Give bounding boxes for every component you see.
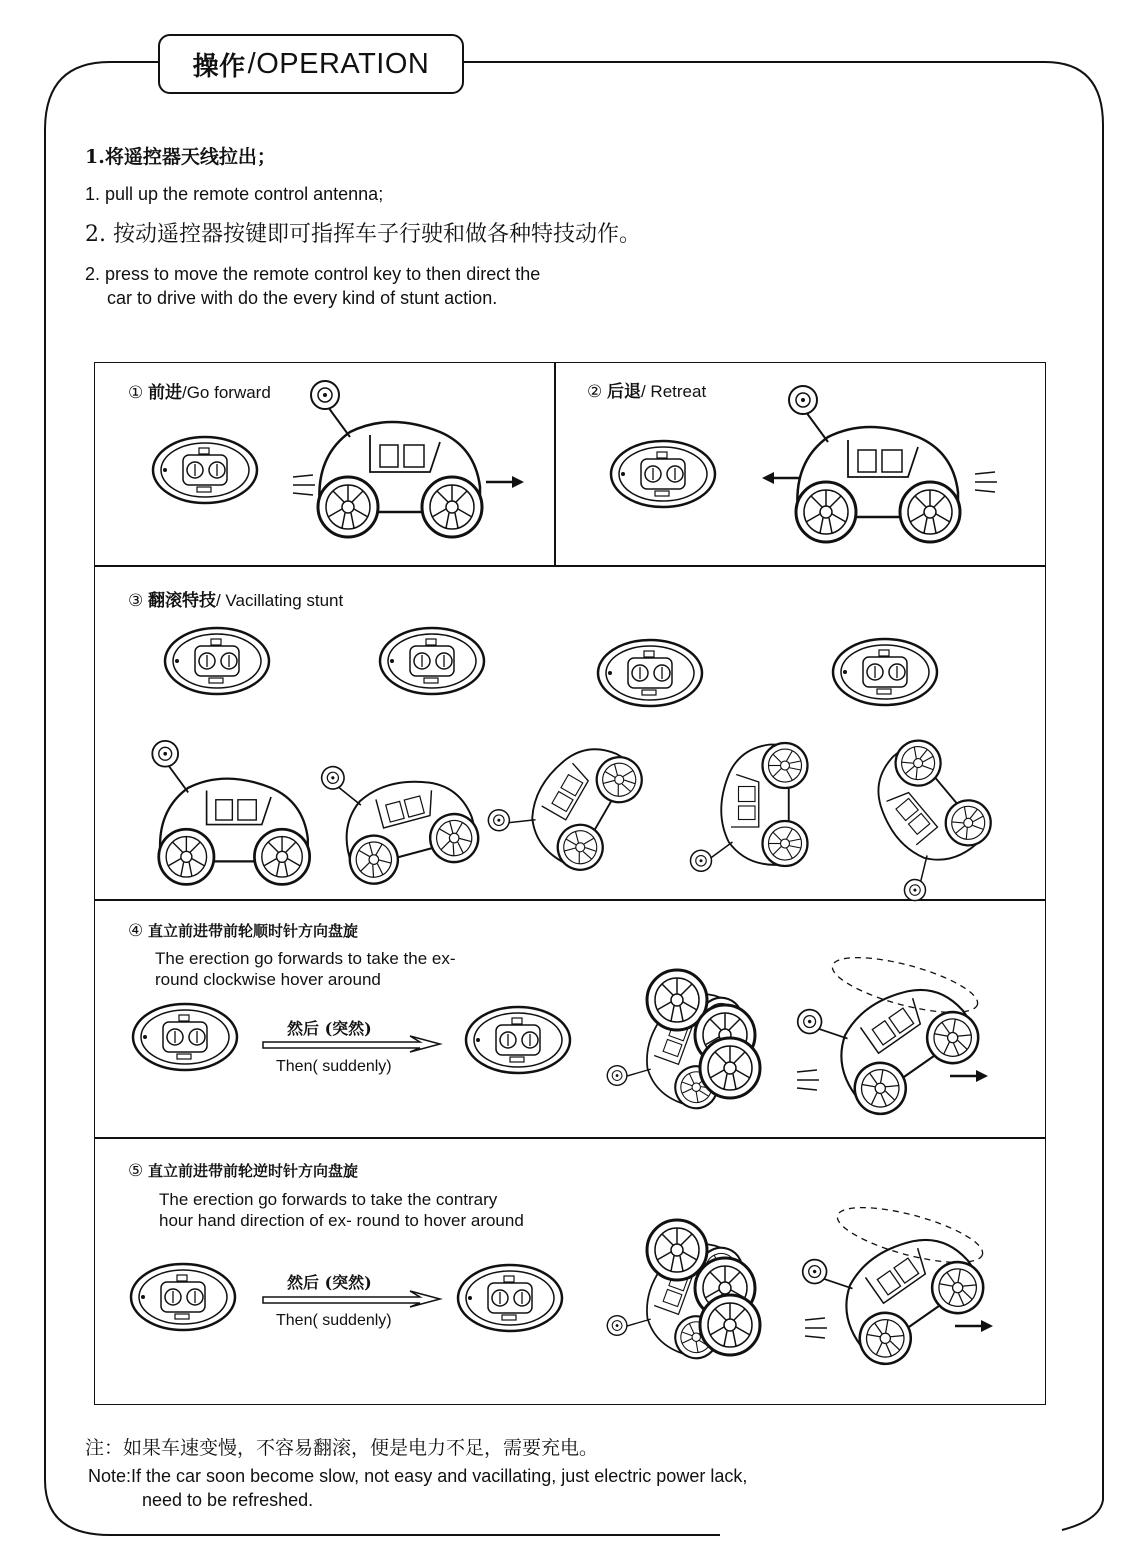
step1-cn: 1.将遥控器天线拉出； [85, 146, 276, 168]
then-en-4: Then( suddenly) [276, 1058, 392, 1075]
car-stunt-1 [152, 741, 309, 885]
speed-lines-4 [797, 1070, 819, 1090]
label-counterclockwise: ⑤ 直立前进带前轮逆时针方向盘旋 [128, 1161, 358, 1180]
remote-clockwise-2 [466, 1007, 570, 1073]
arrow-retreat [762, 472, 800, 484]
car-hover-5 [798, 1185, 993, 1377]
then-arrow-4 [263, 1036, 440, 1052]
desc-clockwise: The erection go forwards to take the ex- round clockwise hover around [155, 949, 456, 989]
speed-lines-forward [293, 475, 315, 495]
step2-en-line1: 2. press to move the remote control key to then direct the [85, 264, 541, 284]
label-clockwise: ④ 直立前进带前轮顺时针方向盘旋 [128, 921, 358, 940]
remote-stunt-1 [165, 628, 269, 694]
car-stunt-3 [485, 713, 650, 883]
step2-en-line2: car to drive with do the every kind of stunt action. [107, 288, 498, 308]
arrow-forward [486, 476, 524, 488]
remote-stunt-3 [598, 640, 702, 706]
car-hover-4 [793, 935, 988, 1127]
speed-lines-retreat [975, 472, 997, 492]
arrow-5 [955, 1320, 993, 1332]
step2-cn: 2. 按动遥控器按键即可指挥车子行驶和做各种特技动作。 [85, 222, 641, 247]
remote-forward [153, 437, 257, 503]
note-cn: 注：如果车速变慢，不容易翻滚，便是电力不足，需要充电。 [85, 1437, 599, 1459]
car-stunt-4 [691, 743, 808, 871]
desc-counterclockwise: The erection go forwards to take the contrary hour hand direction of ex- round to hover around [159, 1190, 524, 1230]
remote-counter-1 [131, 1264, 235, 1330]
label-forward: ① 前进/Go forward [128, 383, 271, 403]
label-stunt: ③ 翻滚特技/ Vacillating stunt [128, 591, 344, 611]
then-cn-4: 然后 (突然) [287, 1019, 372, 1038]
then-arrow-5 [263, 1291, 440, 1307]
car-stunt-5 [831, 731, 1003, 904]
remote-stunt-2 [380, 628, 484, 694]
title-en: /OPERATION [247, 47, 430, 80]
car-retreat [789, 386, 960, 542]
then-en-5: Then( suddenly) [276, 1312, 392, 1329]
remote-retreat [611, 441, 715, 507]
note-en-line1: Note:If the car soon become slow, not easy and vacillating, just electric power lack, [88, 1466, 748, 1486]
note-en-line2: need to be refreshed. [142, 1490, 314, 1510]
title-cn: 操作 [192, 51, 246, 82]
label-retreat: ② 后退/ Retreat [587, 382, 707, 402]
speed-lines-5 [805, 1318, 827, 1338]
step1-en: 1. pull up the remote control antenna; [85, 184, 384, 204]
car-stunt-2 [319, 734, 483, 890]
then-cn-5: 然后 (突然) [287, 1273, 372, 1292]
remote-counter-2 [458, 1265, 562, 1331]
car-forward [311, 381, 482, 537]
remote-clockwise-1 [133, 1004, 237, 1070]
arrow-4 [950, 1070, 988, 1082]
remote-stunt-4 [833, 639, 937, 705]
